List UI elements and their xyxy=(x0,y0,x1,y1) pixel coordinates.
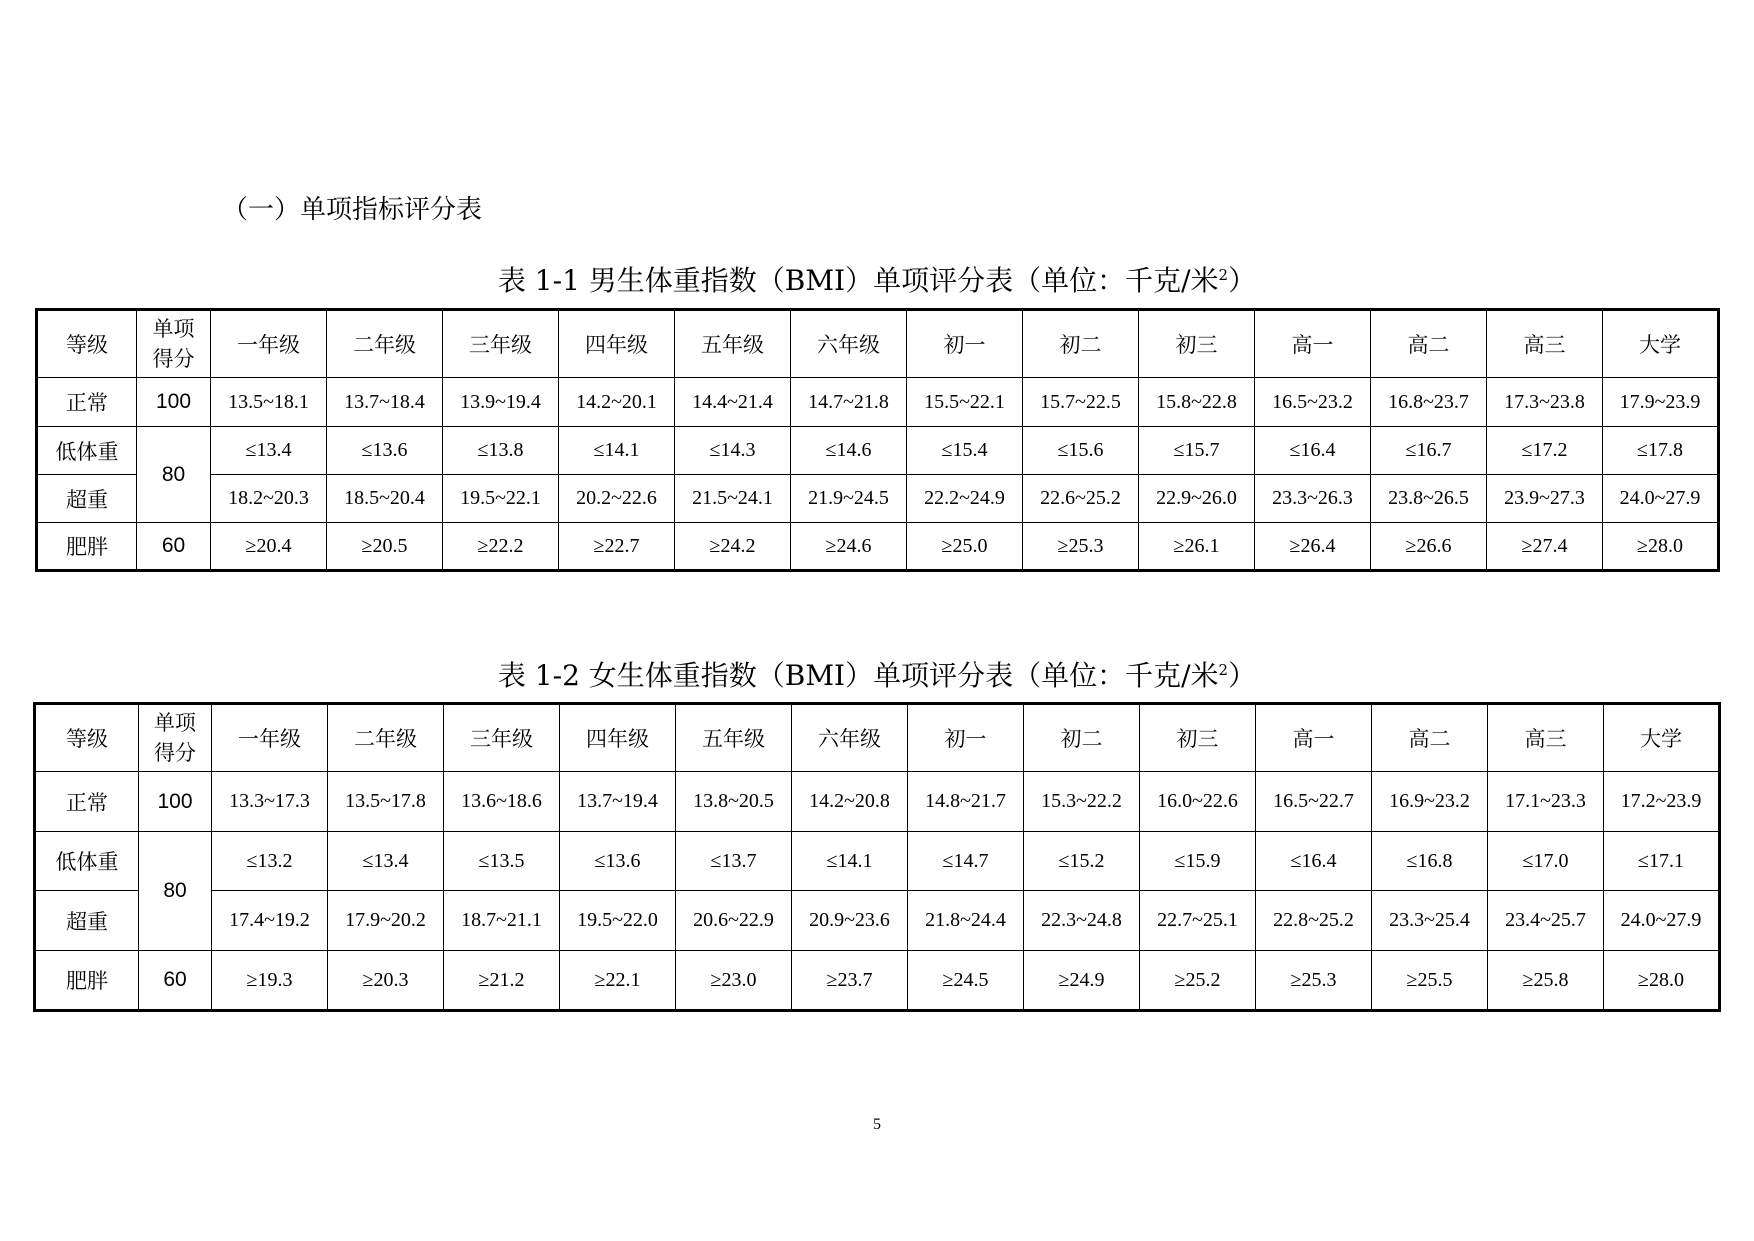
table-row xyxy=(37,523,1719,571)
header-grade-level: 二年级 xyxy=(328,704,444,772)
header-grade-level: 高三 xyxy=(1487,310,1603,378)
value-cell: ≥22.2 xyxy=(443,523,559,571)
value-cell: 22.7~25.1 xyxy=(1140,891,1256,951)
value-cell: 23.8~26.5 xyxy=(1371,475,1487,523)
value-cell: 23.3~26.3 xyxy=(1255,475,1371,523)
value-cell: ≥25.3 xyxy=(1023,523,1139,571)
section-heading: （一）单项指标评分表 xyxy=(222,195,483,225)
value-cell: ≥26.1 xyxy=(1139,523,1255,571)
value-cell: 19.5~22.0 xyxy=(560,891,676,951)
value-cell: ≥19.3 xyxy=(212,951,328,1011)
value-cell: ≤14.6 xyxy=(791,427,907,475)
header-grade-level: 三年级 xyxy=(443,310,559,378)
header-grade-level: 初二 xyxy=(1024,704,1140,772)
value-cell: ≥25.0 xyxy=(907,523,1023,571)
grade-cell: 正常 xyxy=(37,378,137,427)
value-cell: ≥25.3 xyxy=(1256,951,1372,1011)
value-cell: 18.7~21.1 xyxy=(444,891,560,951)
header-grade-level: 大学 xyxy=(1603,310,1719,378)
value-cell: ≥26.6 xyxy=(1371,523,1487,571)
value-cell: 13.7~19.4 xyxy=(560,772,676,832)
table-1-title-superscript: 2 xyxy=(1218,266,1229,284)
header-score-line2: 得分 xyxy=(152,347,195,371)
grade-cell: 低体重 xyxy=(37,427,137,475)
value-cell: ≤13.6 xyxy=(560,832,676,891)
value-cell: 16.5~22.7 xyxy=(1256,772,1372,832)
value-cell: 20.2~22.6 xyxy=(559,475,675,523)
value-cell: 23.3~25.4 xyxy=(1372,891,1488,951)
header-grade-level: 初三 xyxy=(1140,704,1256,772)
value-cell: 17.2~23.9 xyxy=(1604,772,1720,832)
value-cell: ≤17.8 xyxy=(1603,427,1719,475)
value-cell: ≤17.0 xyxy=(1488,832,1604,891)
value-cell: 13.5~17.8 xyxy=(328,772,444,832)
value-cell: ≤13.8 xyxy=(443,427,559,475)
value-cell: ≤16.4 xyxy=(1256,832,1372,891)
table-row xyxy=(35,951,1720,1011)
score-cell: 60 xyxy=(139,951,212,1011)
header-grade-level: 初一 xyxy=(908,704,1024,772)
header-grade-level: 四年级 xyxy=(559,310,675,378)
value-cell: 15.7~22.5 xyxy=(1023,378,1139,427)
value-cell: ≥28.0 xyxy=(1604,951,1720,1011)
value-cell: ≥24.5 xyxy=(908,951,1024,1011)
value-cell: ≤13.4 xyxy=(211,427,327,475)
value-cell: 16.9~23.2 xyxy=(1372,772,1488,832)
value-cell: ≤15.6 xyxy=(1023,427,1139,475)
header-grade-level: 初二 xyxy=(1023,310,1139,378)
value-cell: ≥21.2 xyxy=(444,951,560,1011)
value-cell: 18.2~20.3 xyxy=(211,475,327,523)
table-header-row xyxy=(37,310,1719,378)
header-grade-level: 六年级 xyxy=(792,704,908,772)
value-cell: ≤16.8 xyxy=(1372,832,1488,891)
value-cell: ≤13.2 xyxy=(212,832,328,891)
value-cell: 13.3~17.3 xyxy=(212,772,328,832)
value-cell: 16.5~23.2 xyxy=(1255,378,1371,427)
value-cell: 24.0~27.9 xyxy=(1604,891,1720,951)
value-cell: 16.0~22.6 xyxy=(1140,772,1256,832)
value-cell: 17.1~23.3 xyxy=(1488,772,1604,832)
table-2-title-text: 表 1-2 女生体重指数（BMI）单项评分表（单位：千克/米 xyxy=(497,659,1219,692)
value-cell: ≥22.1 xyxy=(560,951,676,1011)
value-cell: 21.9~24.5 xyxy=(791,475,907,523)
header-grade-level: 高二 xyxy=(1372,704,1488,772)
value-cell: 15.5~22.1 xyxy=(907,378,1023,427)
value-cell: 22.6~25.2 xyxy=(1023,475,1139,523)
value-cell: ≤15.2 xyxy=(1024,832,1140,891)
table-row xyxy=(35,891,1720,951)
value-cell: 22.8~25.2 xyxy=(1256,891,1372,951)
value-cell: 13.9~19.4 xyxy=(443,378,559,427)
value-cell: ≥24.2 xyxy=(675,523,791,571)
value-cell: ≥23.7 xyxy=(792,951,908,1011)
value-cell: ≥23.0 xyxy=(676,951,792,1011)
value-cell: ≥25.5 xyxy=(1372,951,1488,1011)
value-cell: 21.8~24.4 xyxy=(908,891,1024,951)
grade-cell: 超重 xyxy=(37,475,137,523)
value-cell: ≥26.4 xyxy=(1255,523,1371,571)
value-cell: ≥28.0 xyxy=(1603,523,1719,571)
table-row xyxy=(37,378,1719,427)
table-row xyxy=(35,772,1720,832)
score-cell: 60 xyxy=(137,523,211,571)
value-cell: ≥20.4 xyxy=(211,523,327,571)
header-grade-level: 四年级 xyxy=(560,704,676,772)
score-cell: 80 xyxy=(137,427,211,523)
header-grade-level: 初三 xyxy=(1139,310,1255,378)
value-cell: ≤16.7 xyxy=(1371,427,1487,475)
value-cell: 14.2~20.8 xyxy=(792,772,908,832)
score-cell: 80 xyxy=(139,832,212,951)
table-2-title xyxy=(0,650,1754,696)
value-cell: ≤15.9 xyxy=(1140,832,1256,891)
header-grade-level: 五年级 xyxy=(675,310,791,378)
value-cell: 15.8~22.8 xyxy=(1139,378,1255,427)
header-grade-level: 高一 xyxy=(1256,704,1372,772)
value-cell: 18.5~20.4 xyxy=(327,475,443,523)
value-cell: 13.8~20.5 xyxy=(676,772,792,832)
value-cell: 19.5~22.1 xyxy=(443,475,559,523)
header-score-line1: 单项 xyxy=(154,711,196,735)
header-grade: 等级 xyxy=(37,310,137,378)
value-cell: 24.0~27.9 xyxy=(1603,475,1719,523)
bmi-table-male xyxy=(35,308,1720,572)
table-1-title xyxy=(0,255,1754,301)
value-cell: 22.9~26.0 xyxy=(1139,475,1255,523)
value-cell: ≤13.6 xyxy=(327,427,443,475)
header-grade-level: 五年级 xyxy=(676,704,792,772)
value-cell: 17.3~23.8 xyxy=(1487,378,1603,427)
value-cell: ≤14.1 xyxy=(792,832,908,891)
header-grade-level: 高二 xyxy=(1371,310,1487,378)
value-cell: 22.3~24.8 xyxy=(1024,891,1140,951)
value-cell: ≤15.7 xyxy=(1139,427,1255,475)
value-cell: 14.2~20.1 xyxy=(559,378,675,427)
value-cell: 23.4~25.7 xyxy=(1488,891,1604,951)
value-cell: 16.8~23.7 xyxy=(1371,378,1487,427)
grade-cell: 肥胖 xyxy=(37,523,137,571)
value-cell: ≤13.5 xyxy=(444,832,560,891)
header-grade-level: 六年级 xyxy=(791,310,907,378)
page-number: 5 xyxy=(873,1116,881,1133)
header-grade-level: 三年级 xyxy=(444,704,560,772)
header-grade: 等级 xyxy=(35,704,139,772)
value-cell: 13.7~18.4 xyxy=(327,378,443,427)
value-cell: 13.6~18.6 xyxy=(444,772,560,832)
value-cell: ≤13.4 xyxy=(328,832,444,891)
value-cell: 21.5~24.1 xyxy=(675,475,791,523)
header-score xyxy=(137,310,211,378)
score-cell: 100 xyxy=(137,378,211,427)
value-cell: ≥20.5 xyxy=(327,523,443,571)
value-cell: ≥25.8 xyxy=(1488,951,1604,1011)
value-cell: 13.5~18.1 xyxy=(211,378,327,427)
table-1-title-text: 表 1-1 男生体重指数（BMI）单项评分表（单位：千克/米 xyxy=(497,264,1219,297)
header-score-line2: 得分 xyxy=(154,741,196,765)
value-cell: ≤16.4 xyxy=(1255,427,1371,475)
table-row xyxy=(35,832,1720,891)
table-row xyxy=(37,427,1719,475)
value-cell: 14.4~21.4 xyxy=(675,378,791,427)
value-cell: ≥24.9 xyxy=(1024,951,1140,1011)
header-score-line1: 单项 xyxy=(152,317,195,341)
value-cell: ≥24.6 xyxy=(791,523,907,571)
grade-cell: 肥胖 xyxy=(35,951,139,1011)
value-cell: ≥22.7 xyxy=(559,523,675,571)
header-grade-level: 高三 xyxy=(1488,704,1604,772)
value-cell: ≥20.3 xyxy=(328,951,444,1011)
table-2-title-end: ） xyxy=(1228,659,1257,692)
value-cell: ≤17.2 xyxy=(1487,427,1603,475)
header-grade-level: 高一 xyxy=(1255,310,1371,378)
header-grade-level: 一年级 xyxy=(212,704,328,772)
value-cell: 15.3~22.2 xyxy=(1024,772,1140,832)
value-cell: 14.7~21.8 xyxy=(791,378,907,427)
header-grade-level: 一年级 xyxy=(211,310,327,378)
table-header-row xyxy=(35,704,1720,772)
table-2-title-superscript: 2 xyxy=(1218,661,1229,679)
value-cell: 17.4~19.2 xyxy=(212,891,328,951)
grade-cell: 正常 xyxy=(35,772,139,832)
header-grade-level: 二年级 xyxy=(327,310,443,378)
header-grade-level: 初一 xyxy=(907,310,1023,378)
value-cell: 17.9~23.9 xyxy=(1603,378,1719,427)
value-cell: ≥27.4 xyxy=(1487,523,1603,571)
value-cell: ≤15.4 xyxy=(907,427,1023,475)
score-cell: 100 xyxy=(139,772,212,832)
table-1-title-end: ） xyxy=(1228,264,1257,297)
value-cell: 23.9~27.3 xyxy=(1487,475,1603,523)
grade-cell: 超重 xyxy=(35,891,139,951)
value-cell: ≤14.7 xyxy=(908,832,1024,891)
header-grade-level: 大学 xyxy=(1604,704,1720,772)
bmi-table-female xyxy=(33,702,1721,1012)
value-cell: 14.8~21.7 xyxy=(908,772,1024,832)
value-cell: ≤13.7 xyxy=(676,832,792,891)
value-cell: ≤14.3 xyxy=(675,427,791,475)
grade-cell: 低体重 xyxy=(35,832,139,891)
value-cell: ≥25.2 xyxy=(1140,951,1256,1011)
value-cell: 20.6~22.9 xyxy=(676,891,792,951)
value-cell: 17.9~20.2 xyxy=(328,891,444,951)
value-cell: ≤17.1 xyxy=(1604,832,1720,891)
header-score xyxy=(139,704,212,772)
value-cell: ≤14.1 xyxy=(559,427,675,475)
value-cell: 22.2~24.9 xyxy=(907,475,1023,523)
value-cell: 20.9~23.6 xyxy=(792,891,908,951)
table-row xyxy=(37,475,1719,523)
